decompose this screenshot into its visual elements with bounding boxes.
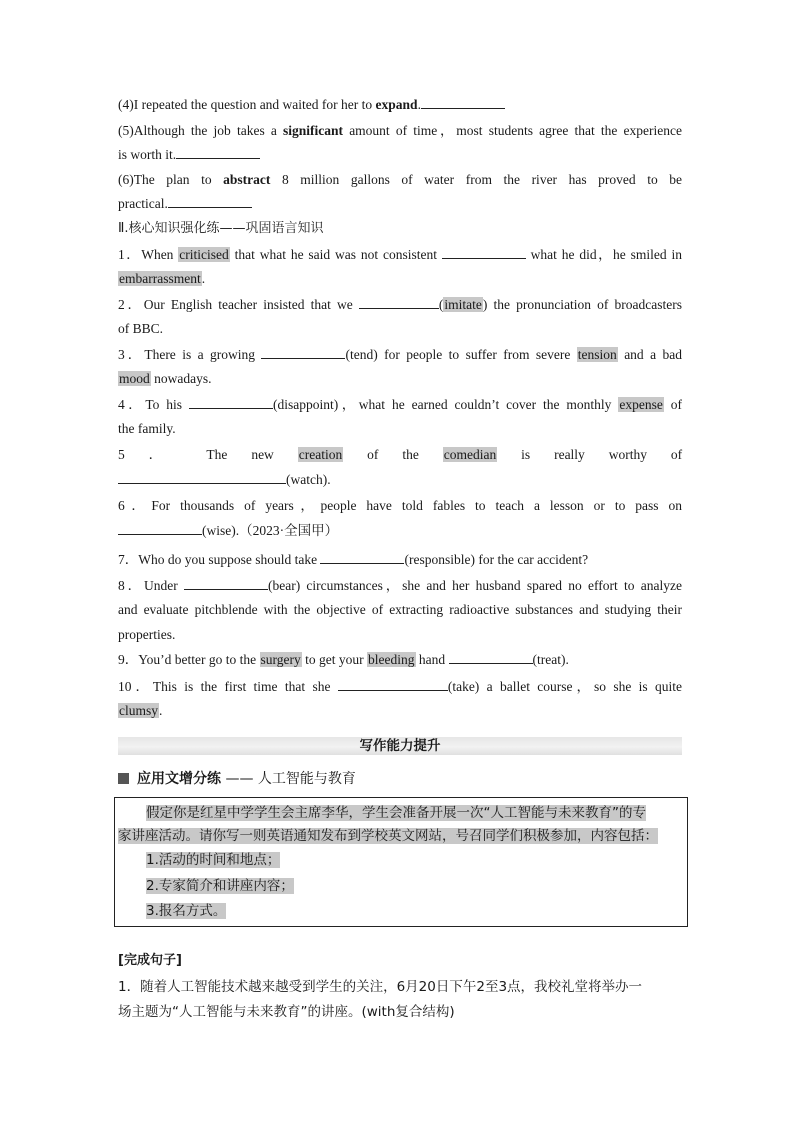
writing-section-heading: 应用文增分练 —— 人工智能与教育 <box>118 770 356 788</box>
keyword-expand: expand <box>375 97 418 112</box>
question-8: 8．Under (bear) circumstances，she and her husband spared no effort to analyze <box>118 578 682 593</box>
highlight-word: criticised <box>179 247 229 262</box>
exercise-5: (5)Although the job takes a significant amount of time，most students agree that the experience <box>118 123 683 138</box>
question-2-cont: of BBC. <box>118 321 164 336</box>
highlight-word: embarrassment <box>119 271 201 286</box>
question-10-cont: clumsy. <box>119 703 163 718</box>
question-8-cont: and evaluate pitchblende with the objective of extracting radioactive substances and studying their <box>118 602 682 617</box>
answer-blank[interactable] <box>176 146 260 159</box>
answer-blank[interactable] <box>184 577 268 590</box>
answer-blank[interactable] <box>320 551 404 564</box>
complete-sentence-1: 1．随着人工智能技术越来越受到学生的关注，6月20日下午2至3点，我校礼堂将举办一 <box>118 979 643 995</box>
highlight-word: expense <box>619 397 663 412</box>
answer-blank[interactable] <box>261 346 345 359</box>
exercise-6: (6)The plan to abstract 8 million gallons of water from the river has proved to be <box>118 172 683 187</box>
complete-sentence-heading: [完成句子] <box>118 953 182 968</box>
complete-sentence-1-cont: 场主题为“人工智能与未来教育”的讲座。(with复合结构) <box>118 1004 455 1020</box>
highlight-word: comedian <box>443 447 497 462</box>
highlight-word: surgery <box>260 652 301 667</box>
exercise-5-cont: is worth it. <box>118 146 682 164</box>
question-6: 6．For thousands of years，people have told fables to teach a lesson or to pass on <box>118 498 682 513</box>
highlight-word: mood <box>119 371 150 386</box>
section-heading: Ⅱ.核心知识强化练——巩固语言知识 <box>118 221 324 236</box>
question-5-cont: (watch). <box>118 471 682 489</box>
keyword-abstract: abstract <box>223 172 271 187</box>
exercise-4: (4)I repeated the question and waited for her to expand. <box>118 96 682 114</box>
answer-blank[interactable] <box>338 678 448 691</box>
square-bullet-icon <box>118 773 129 784</box>
highlight-word: tension <box>577 347 617 362</box>
question-8-cont2: properties. <box>118 627 176 642</box>
answer-blank[interactable] <box>359 296 439 309</box>
task-item-3: 3.报名方式。 <box>146 903 227 919</box>
answer-blank[interactable] <box>118 522 202 535</box>
writing-task-box <box>114 797 688 927</box>
question-2: 2．Our English teacher insisted that we (imitate) the pronunciation of broadcasters <box>118 297 682 312</box>
question-4: 4．To his (disappoint)，what he earned couldn’t cover the monthly expense of <box>118 397 683 412</box>
task-item-1: 1.活动的时间和地点； <box>146 852 281 868</box>
keyword-significant: significant <box>283 123 344 138</box>
question-3-cont: mood nowadays. <box>119 371 212 386</box>
question-10: 10．This is the first time that she (take) a ballet course，so she is quite <box>118 679 683 694</box>
question-7: 7．Who do you suppose should take (responsible) for the car accident? <box>118 552 589 567</box>
question-9: 9．You’d better go to the surgery to get your bleeding hand (treat). <box>118 652 569 667</box>
band-title: 写作能力提升 <box>359 738 441 754</box>
exercise-6-cont: practical. <box>118 195 682 213</box>
answer-blank[interactable] <box>118 471 286 484</box>
answer-blank[interactable] <box>168 195 252 208</box>
highlight-word: creation <box>298 447 343 462</box>
question-3: 3．There is a growing (tend) for people to suffer from severe tension and a bad <box>118 347 682 362</box>
task-para-line1: 假定你是红星中学学生会主席李华，学生会准备开展一次“人工智能与未来教育”的专 <box>146 805 646 821</box>
question-1-cont: embarrassment. <box>119 271 206 286</box>
highlight-word: clumsy <box>119 703 158 718</box>
answer-blank[interactable] <box>421 96 505 109</box>
highlight-word: imitate <box>444 297 482 312</box>
answer-blank[interactable] <box>449 651 533 664</box>
question-6-cont: (wise).（2023·全国甲） <box>118 522 682 540</box>
answer-blank[interactable] <box>442 246 526 259</box>
question-1: 1．When criticised that what he said was not consistent what he did，he smiled in <box>118 247 682 262</box>
task-para-line2: 家讲座活动。请你写一则英语通知发布到学校英文网站，号召同学们积极参加，内容包括： <box>118 828 658 844</box>
highlight-word: bleeding <box>368 652 415 667</box>
answer-blank[interactable] <box>189 396 273 409</box>
question-5: 5 ． The new creation of the comedian is really worthy of <box>118 447 683 462</box>
section-band <box>118 737 682 755</box>
task-item-2: 2.专家简介和讲座内容； <box>146 878 294 894</box>
question-4-cont: the family. <box>118 421 176 436</box>
